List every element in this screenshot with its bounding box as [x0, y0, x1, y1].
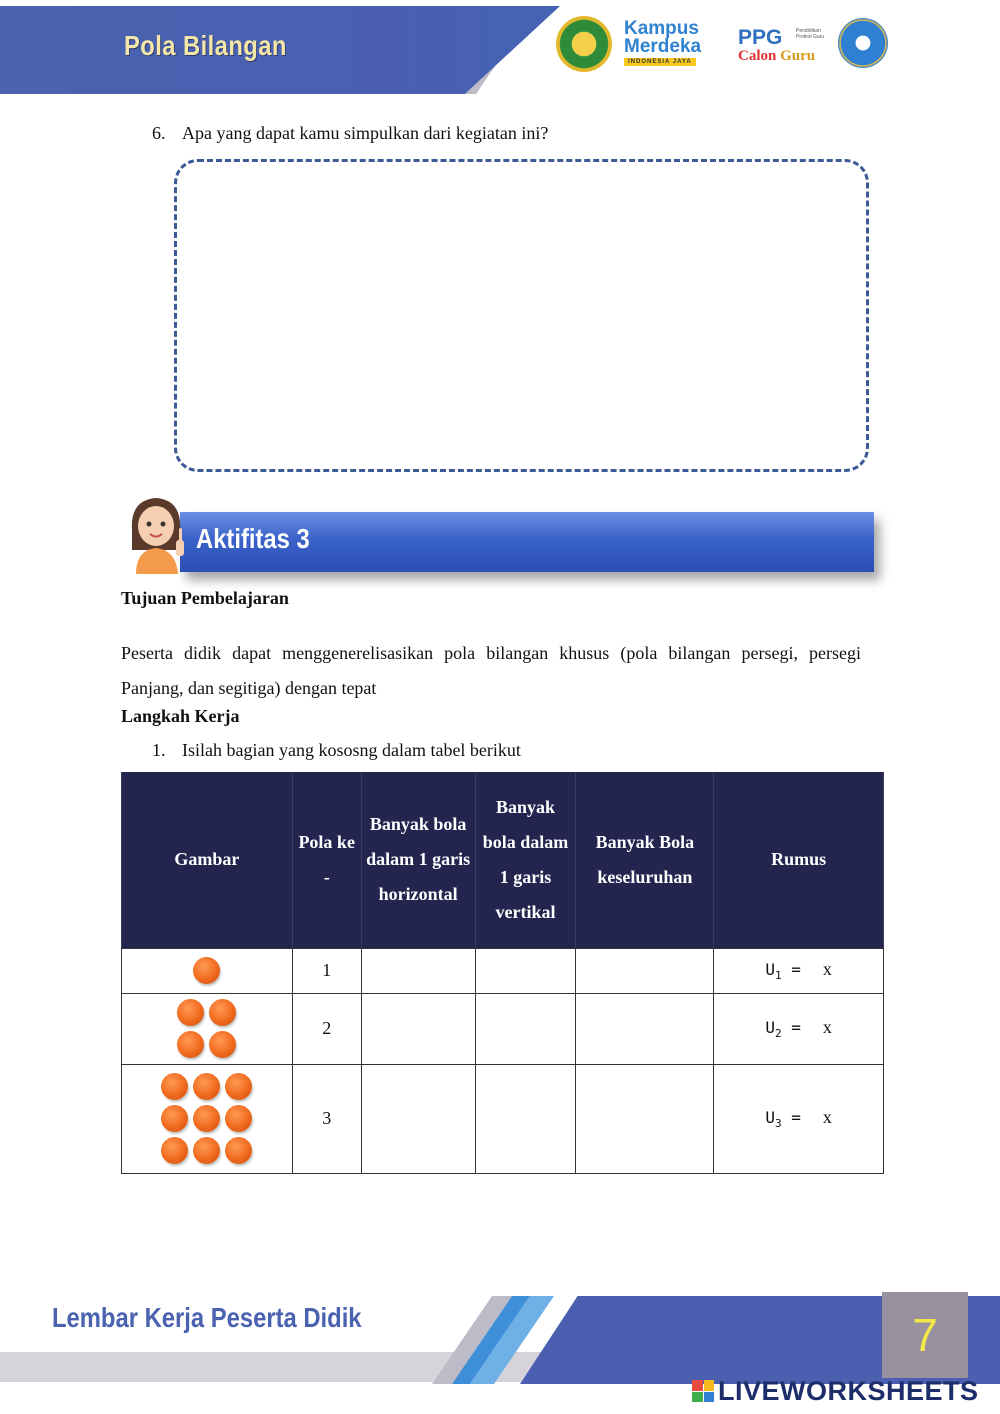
page-number-box — [882, 1292, 968, 1378]
pattern-table — [121, 772, 884, 1174]
ball-icon — [193, 1137, 220, 1164]
liveworksheets-icon — [692, 1380, 714, 1402]
kampus-merdeka-tagline: INDONESIA JAYA — [624, 58, 696, 66]
ball-icon — [177, 1031, 204, 1058]
table-row — [122, 993, 884, 1064]
header-rumus: Rumus — [714, 772, 884, 948]
step-1-text: Isilah bagian yang kososng dalam tabel berikut — [182, 740, 521, 760]
horizontal-input[interactable] — [361, 1064, 475, 1173]
ball-icon — [225, 1137, 252, 1164]
ball-icon — [161, 1105, 188, 1132]
kampus-merdeka-line2: Merdeka — [624, 36, 702, 57]
liveworksheets-text: LIVEWORKSHEETS — [718, 1375, 979, 1406]
horizontal-input[interactable] — [361, 993, 475, 1064]
vertikal-input[interactable] — [475, 1064, 576, 1173]
keseluruhan-input[interactable] — [576, 1064, 714, 1173]
horizontal-input[interactable] — [361, 948, 475, 993]
ball-icon — [177, 999, 204, 1026]
ball-grid — [122, 999, 292, 1058]
kampus-merdeka-logo — [624, 18, 720, 68]
girl-pointing-icon — [122, 490, 192, 574]
langkah-heading: Langkah Kerja — [121, 706, 240, 726]
ppg-guru: Guru — [780, 48, 816, 64]
footer-title: Lembar Kerja Peserta Didik — [52, 1302, 362, 1333]
ball-icon — [161, 1073, 188, 1100]
ppg-calon: Calon — [738, 48, 777, 64]
pattern-image-1 — [122, 948, 293, 993]
rumus-sub: 2 — [775, 1027, 782, 1041]
rumus-cell[interactable] — [714, 993, 884, 1064]
header-pola: Pola ke - — [292, 772, 361, 948]
header-horizontal: Banyak bola dalam 1 garis horizontal — [361, 772, 475, 948]
pola-number: 3 — [292, 1064, 361, 1173]
ball-grid — [122, 1073, 292, 1164]
question-6 — [152, 123, 548, 144]
pattern-image-2 — [122, 993, 293, 1064]
kampus-merdeka-line1: Kampus — [624, 18, 699, 39]
header-vertikal: Banyak bola dalam 1 garis vertikal — [475, 772, 576, 948]
keseluruhan-input[interactable] — [576, 993, 714, 1064]
ministry-logo — [838, 18, 888, 68]
tujuan-heading: Tujuan Pembelajaran — [121, 588, 289, 608]
pola-number: 2 — [292, 993, 361, 1064]
keseluruhan-input[interactable] — [576, 948, 714, 993]
university-logo — [556, 16, 612, 72]
ball-icon — [193, 1073, 220, 1100]
rumus-cell[interactable] — [714, 1064, 884, 1173]
pattern-image-3 — [122, 1064, 293, 1173]
ball-grid — [122, 957, 292, 984]
ball-icon — [225, 1105, 252, 1132]
rumus-eq: = — [791, 1107, 801, 1127]
page-header — [0, 0, 1000, 96]
rumus-u: U — [765, 959, 776, 979]
page-number: 7 — [912, 1309, 938, 1361]
answer-box[interactable] — [174, 159, 869, 472]
liveworksheets-watermark — [692, 1374, 979, 1408]
question-6-number: 6. — [152, 123, 166, 143]
rumus-eq: = — [791, 959, 801, 979]
ball-icon — [161, 1137, 188, 1164]
table-row — [122, 948, 884, 993]
table-header-row — [122, 772, 884, 948]
rumus-cell[interactable] — [714, 948, 884, 993]
rumus-x: x — [822, 958, 832, 979]
ball-icon — [209, 1031, 236, 1058]
ball-icon — [209, 999, 236, 1026]
ppg-small-text: Pendidikan Profesi Guru — [796, 28, 825, 40]
vertikal-input[interactable] — [475, 993, 576, 1064]
ppg-logo — [738, 24, 834, 68]
rumus-eq: = — [791, 1017, 801, 1037]
header-keseluruhan: Banyak Bola keseluruhan — [576, 772, 714, 948]
step-1 — [152, 740, 521, 761]
vertikal-input[interactable] — [475, 948, 576, 993]
ball-icon — [193, 957, 220, 984]
rumus-u: U — [765, 1017, 776, 1037]
rumus-sub: 3 — [775, 1117, 782, 1131]
rumus-x: x — [822, 1106, 832, 1127]
ball-icon — [225, 1073, 252, 1100]
rumus-u: U — [765, 1107, 776, 1127]
header-title: Pola Bilangan — [124, 30, 287, 61]
rumus-x: x — [822, 1016, 832, 1037]
step-1-number: 1. — [152, 740, 166, 760]
header-gambar: Gambar — [122, 772, 293, 948]
pola-number: 1 — [292, 948, 361, 993]
tujuan-paragraph: Peserta didik dapat menggenerelisasikan pola bilangan khusus (pola bilangan persegi, persegi Panjang, dan segitiga) dengan tepat — [121, 643, 861, 698]
ppg-calon-guru — [738, 48, 815, 64]
activity-title: Aktifitas 3 — [196, 523, 310, 554]
rumus-sub: 1 — [775, 969, 782, 983]
question-6-text: Apa yang dapat kamu simpulkan dari kegiatan ini? — [182, 123, 549, 143]
ppg-title: PPG — [738, 26, 783, 49]
ball-icon — [193, 1105, 220, 1132]
table-row — [122, 1064, 884, 1173]
